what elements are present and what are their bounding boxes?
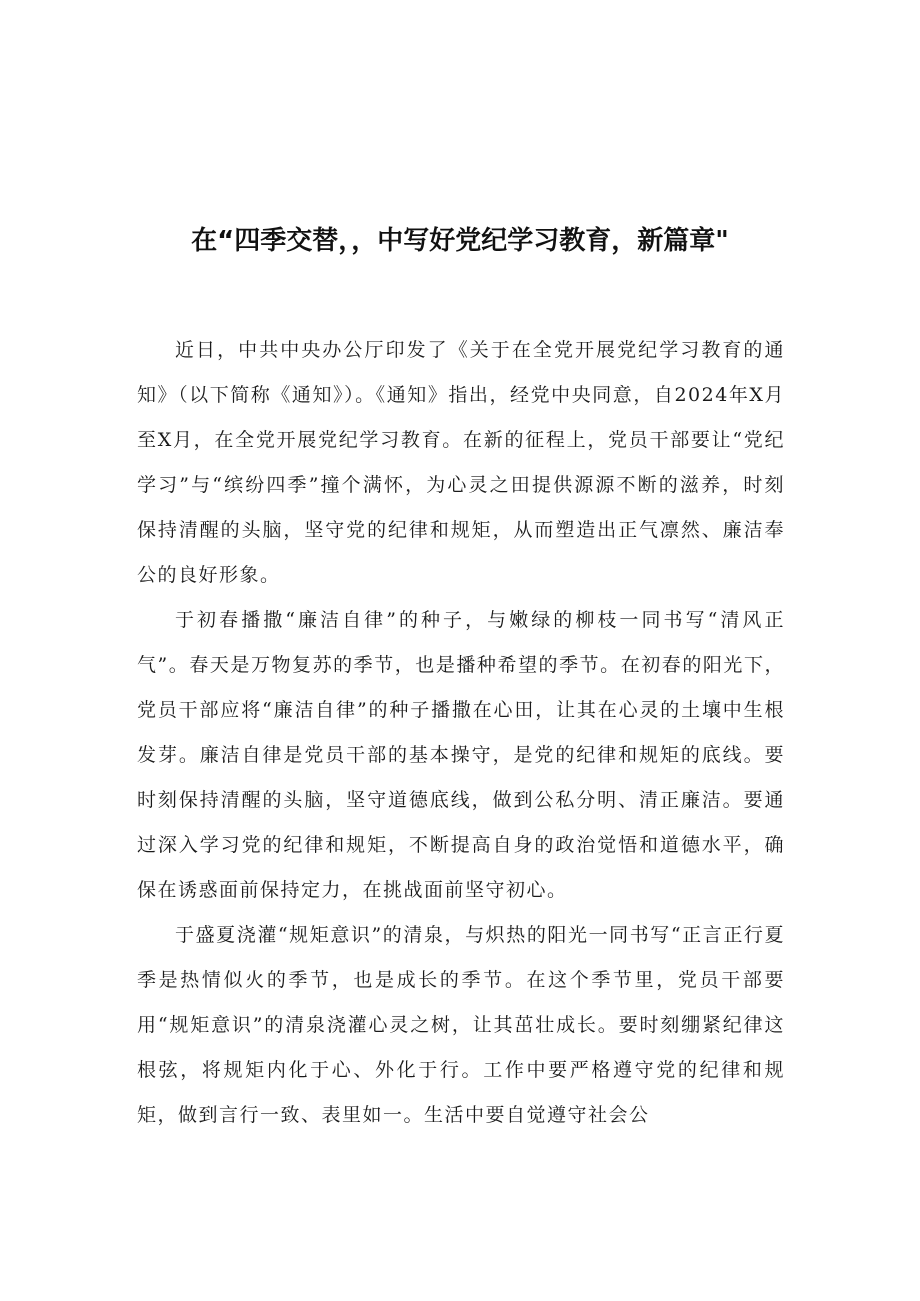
- paragraph-summer: 于盛夏浇灌“规矩意识”的清泉，与炽热的阳光一同书写“正言正行夏季是热情似火的季节，也是成长的季节。在这个季节里，党员干部要用“规矩意识”的清泉浇灌心灵之树，让其茁壮成长。要时刻绷紧纪律这根弦，将规矩内化于心、外化于行。工作中要严格遵守党的纪律和规矩，做到言行一致、表里如一。生活中要自觉遵守社会公: [137, 924, 785, 1126]
- paragraph-intro: 近日，中共中央办公厅印发了《关于在全党开展党纪学习教育的通知》（以下简称《通知》）。《通知》指出，经党中央同意，自2024年X月至X月，在全党开展党纪学习教育。在新的征程上，党员干部要让“党纪学习”与“缤纷四季”撞个满怀，为心灵之田提供源源不断的滋养，时刻保持清醒的头脑，坚守党的纪律和规矩，从而塑造出正气凛然、廉洁奉公的良好形象。: [137, 339, 785, 586]
- document-title: 在“四季交替，，中写好党纪学习教育，新篇章": [191, 226, 729, 256]
- document-body: [137, 328, 785, 1138]
- paragraph-spring: 于初春播撒“廉洁自律”的种子，与嫩绿的柳枝一同书写“清风正气”。春天是万物复苏的季节，也是播种希望的季节。在初春的阳光下，党员干部应将“廉洁自律”的种子播撒在心田，让其在心灵的土壤中生根发芽。廉洁自律是党员干部的基本操守，是党的纪律和规矩的底线。要时刻保持清醒的头脑，坚守道德底线，做到公私分明、清正廉洁。要通过深入学习党的纪律和规矩，不断提高自身的政治觉悟和道德水平，确保在诱惑面前保持定力，在挑战面前坚守初心。: [137, 609, 785, 901]
